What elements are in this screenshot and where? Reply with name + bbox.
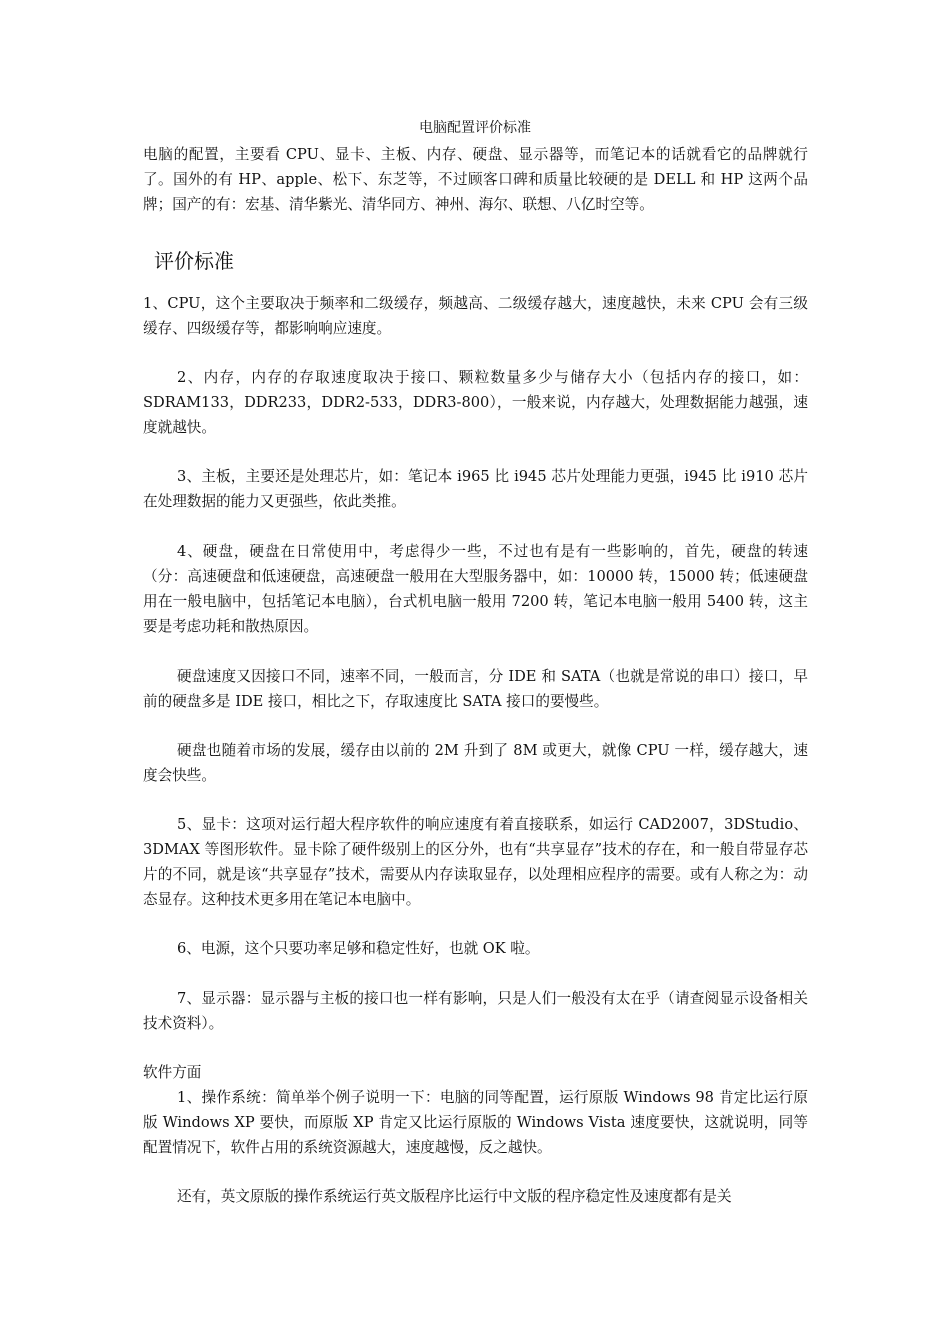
- item-cpu-paragraph: 1、CPU，这个主要取决于频率和二级缓存，频越高、二级缓存越大，速度越快，未来 CPU 会有三级缓存、四级缓存等，都影响响应速度。: [143, 295, 808, 337]
- item-graphics-paragraph: 5、显卡：这项对运行超大程序软件的响应速度有着直接联系，如运行 CAD2007，3DStudio、3DMAX 等图形软件。显卡除了硬件级别上的区分外，也有“共享显存”技术的存在，和一般自带显存芯片的不同，就是该“共享显存”技术，需要从内存读取显存，以处理相应程序的需要。或有人称之为：动态显存。这种技术更多用在笔记本电脑中。: [143, 816, 808, 908]
- document-title: 电脑配置评价标准: [419, 120, 531, 136]
- item-monitor-paragraph: 7、显示器：显示器与主板的接口也一样有影响，只是人们一般没有太在乎（请查阅显示设备相关技术资料）。: [143, 990, 808, 1032]
- item-memory-paragraph: 2、内存，内存的存取速度取决于接口、颗粒数量多少与储存大小（包括内存的接口，如：SDRAM133，DDR233，DDR2-533，DDR3-800），一般来说，内存越大，处理数据能力越强，速度就越快。: [143, 369, 808, 436]
- intro-paragraph: 电脑的配置，主要看 CPU、显卡、主板、内存、硬盘、显示器等，而笔记本的话就看它的品牌就行了。国外的有 HP、apple、松下、东芝等，不过顾客口碑和质量比较硬的是 DELL 和 HP 这两个品牌；国产的有：宏基、清华紫光、清华同方、神州、海尔、联想、八亿时空等。: [143, 146, 808, 213]
- software-heading: 软件方面: [143, 1064, 202, 1081]
- item-motherboard-paragraph: 3、主板，主要还是处理芯片，如：笔记本 i965 比 i945 芯片处理能力更强，i945 比 i910 芯片在处理数据的能力又更强些，依此类推。: [143, 468, 808, 510]
- item-harddisk-paragraph: 4、硬盘，硬盘在日常使用中，考虑得少一些，不过也有是有一些影响的，首先，硬盘的转速（分：高速硬盘和低速硬盘，高速硬盘一般用在大型服务器中，如：10000 转，15000 转；低速硬盘用在一般电脑中，包括笔记本电脑），台式机电脑一般用 7200 转，笔记本电脑一般用 5400 转，这主要是考虑功耗和散热原因。: [143, 543, 808, 635]
- item-power-paragraph: 6、电源，这个只要功率足够和稳定性好，也就 OK 啦。: [177, 940, 540, 957]
- section-heading: 评价标准: [154, 249, 234, 273]
- item-harddisk-cache-paragraph: 硬盘也随着市场的发展，缓存由以前的 2M 升到了 8M 或更大，就像 CPU 一样，缓存越大，速度会快些。: [143, 742, 808, 784]
- software-language-paragraph: 还有，英文原版的操作系统运行英文版程序比运行中文版的程序稳定性及速度都有是关: [177, 1188, 732, 1205]
- software-os-paragraph: 1、操作系统：简单举个例子说明一下：电脑的同等配置，运行原版 Windows 98 肯定比运行原版 Windows XP 要快，而原版 XP 肯定又比运行原版的 Windows Vista 速度要快，这就说明，同等配置情况下，软件占用的系统资源越大，速度越慢，反之越快。: [143, 1089, 808, 1156]
- item-harddisk-interface-paragraph: 硬盘速度又因接口不同，速率不同，一般而言，分 IDE 和 SATA（也就是常说的串口）接口，早前的硬盘多是 IDE 接口，相比之下，存取速度比 SATA 接口的要慢些。: [143, 668, 808, 710]
